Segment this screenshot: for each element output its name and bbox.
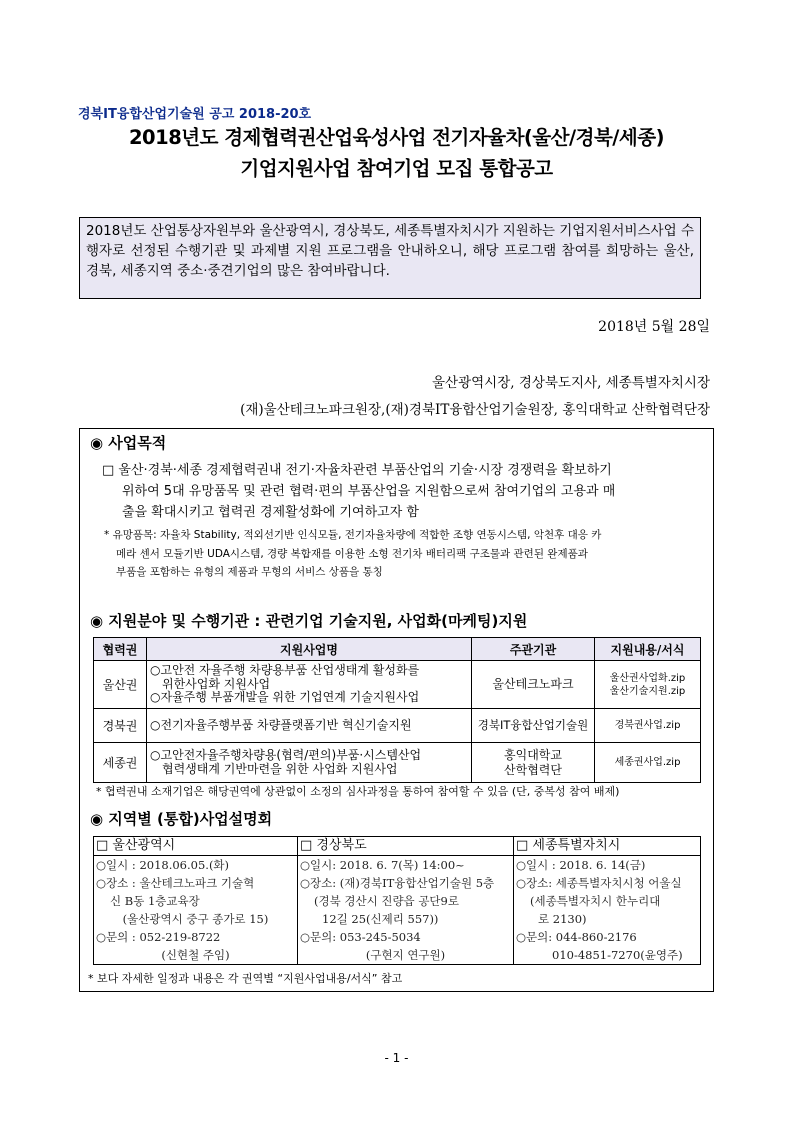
program-name: ○자율주행 부품개발을 위한 기업연계 기술지원사업 — [150, 690, 420, 705]
agency-cell — [472, 743, 595, 783]
briefing-note: * 보다 자세한 일정과 내용은 각 권역별 “지원사업내용/서식” 참고 — [88, 972, 403, 985]
briefing-place-cont: 신 B동 1층교육장 — [110, 894, 200, 908]
forms-cell[interactable] — [595, 661, 701, 709]
program-name: ○고안전자율주행차량용(협력/편의)부품·시스템산업 — [150, 748, 422, 762]
briefing-header-row — [94, 837, 701, 856]
issuer-line2: (재)울산테크노파크원장,(재)경북IT융합산업기술원장, 홍익대학교 산학협력단장 — [240, 402, 710, 418]
briefing-person: (신현철 주임) — [161, 948, 230, 962]
briefing-address: (울산광역시 중구 종가로 15) — [122, 912, 269, 926]
column-header: 지원사업명 — [147, 638, 472, 661]
briefing-contact: ○문의: 053-245-5034 — [300, 930, 421, 944]
purpose-line: □ 울산·경북·세종 경제협력권내 전기·자율차관련 부품산업의 기술·시장 경쟁력을 확보하기 — [102, 463, 612, 478]
briefing-ulsan — [94, 856, 298, 965]
main-content-box — [79, 428, 714, 992]
briefing-place-cont: (경북 경산시 진량읍 공단9로 — [314, 894, 459, 908]
briefing-date: ○일시: 2018. 6. 7(목) 14:00~ — [300, 858, 465, 872]
agency-cell: 울산테크노파크 — [472, 661, 595, 709]
column-header: 지원내용/서식 — [595, 638, 701, 661]
page-number: - 1 - — [384, 1051, 409, 1065]
note-line: 메라 센서 모듈기반 UDA시스템, 경량 복합재를 이용한 소형 전기차 배터리팩 구조물과 관련된 완제품과 — [116, 547, 588, 560]
forms-cell[interactable] — [595, 743, 701, 783]
section-heading-briefing: ◉ 지역별 (통합)사업설명회 — [90, 810, 273, 828]
program-name-cont: 위한사업화 지원사업 — [162, 676, 271, 691]
table-header-row — [94, 638, 701, 661]
program-cell — [147, 661, 472, 709]
briefing-place: ○장소: (재)경북IT융합산업기술원 5층 — [300, 876, 495, 890]
note-line: * 유망품목: 자율차 Stability, 적외선기반 인식모듈, 전기자율차량에 적합한 조향 연동시스템, 악천후 대응 카 — [104, 529, 602, 541]
page-title-line1: 2018년도 경제협력권산업육성사업 전기자율차(울산/경북/세종) — [128, 126, 664, 149]
briefing-place: ○장소 : 울산테크노파크 기술혁 — [96, 876, 255, 890]
purpose-line: 출을 확대시키고 협력권 경제활성화에 기여하고자 함 — [122, 505, 419, 520]
briefing-contact: ○문의 : 052-219-8722 — [96, 930, 221, 944]
briefing-contact: ○문의: 044-860-2176 — [516, 930, 637, 944]
table-row — [94, 743, 701, 783]
support-note: * 협력권내 소재기업은 해당권역에 상관없이 소정의 심사과정을 통하여 참여할 수 있음 (단, 중복성 참여 배제) — [96, 785, 620, 798]
purpose-line: 위하여 5대 유망품목 및 관련 협력·편의 부품산업을 지원함으로써 참여기업의 고용과 매 — [122, 484, 616, 499]
notice-number: 경북IT융합산업기술원 공고 2018-20호 — [78, 107, 312, 122]
briefing-region-title: □ 세종특별자치시 — [514, 837, 701, 856]
page-title-line2: 기업지원사업 참여기업 모집 통합공고 — [240, 157, 553, 180]
table-row — [94, 709, 701, 743]
column-header: 협력권 — [94, 638, 147, 661]
briefing-address: 로 2130) — [538, 912, 587, 926]
region-cell: 세종권 — [94, 743, 147, 783]
note-line: 부품을 포함하는 유형의 제품과 무형의 서비스 상품을 통칭 — [116, 566, 383, 578]
briefing-place: ○장소: 세종특별자치시청 어울실 — [516, 876, 682, 890]
program-name: ○전기자율주행부품 차량플랫폼기반 혁신기술지원 — [150, 717, 412, 732]
form-file-link[interactable]: 경북권사업.zip — [614, 720, 681, 731]
column-header: 주관기관 — [472, 638, 595, 661]
briefing-contact-mobile: 010-4851-7270(윤영주) — [552, 948, 683, 962]
support-table — [93, 637, 701, 783]
briefing-gyeongbuk — [298, 856, 514, 965]
section-heading-support: ◉ 지원분야 및 수행기관 : 관련기업 기술지원, 사업화(마케팅)지원 — [90, 612, 528, 630]
agency-name: 산학협력단 — [504, 762, 562, 777]
announcement-date: 2018년 5월 28일 — [598, 319, 710, 335]
program-name-cont: 협력생태계 기반마련을 위한 사업화 지원사업 — [162, 761, 398, 776]
agency-cell: 경북IT융합산업기술원 — [472, 709, 595, 743]
region-cell: 울산권 — [94, 661, 147, 709]
briefing-detail-row — [94, 856, 701, 965]
briefing-sejong — [514, 856, 701, 965]
briefing-place-cont: (세종특별자치시 한누리대 — [530, 894, 661, 908]
program-cell — [147, 743, 472, 783]
briefing-table — [93, 836, 701, 965]
promising-items-note — [104, 526, 704, 582]
briefing-person: (구현지 연구원) — [365, 948, 446, 962]
briefing-date: ○일시 : 2018.06.05.(화) — [96, 858, 230, 872]
region-cell: 경북권 — [94, 709, 147, 743]
briefing-address: 12길 25(신제리 557)) — [322, 912, 439, 926]
agency-name: 홍익대학교 — [504, 747, 562, 762]
form-file-link[interactable]: 울산기술지원.zip — [609, 685, 686, 697]
briefing-region-title: □ 울산광역시 — [94, 837, 298, 856]
form-file-link[interactable]: 세종권사업.zip — [614, 757, 681, 768]
forms-cell[interactable] — [595, 709, 701, 743]
issuer-line1: 울산광역시장, 경상북도지사, 세종특별자치시장 — [432, 375, 710, 391]
program-name: ○고안전 자율주행 차량용부품 산업생태계 활성화를 — [150, 663, 420, 678]
briefing-date: ○일시 : 2018. 6. 14(금) — [516, 858, 646, 872]
briefing-region-title: □ 경상북도 — [298, 837, 514, 856]
section-heading-purpose: ◉ 사업목적 — [90, 434, 167, 452]
intro-box: 2018년도 산업통상자원부와 울산광역시, 경상북도, 세종특별자치시가 지원하는 기업지원서비스사업 수행자로 선정된 수행기관 및 과제별 지원 프로그램을 안내하오니, 해당 프로그램 참여를 희망하는 울산, 경북, 세종지역 중소·중견기업의 많은 참여바랍니다. — [79, 217, 701, 299]
purpose-text — [102, 460, 702, 523]
form-file-link[interactable]: 울산권사업화.zip — [609, 672, 686, 684]
table-row — [94, 661, 701, 709]
program-cell — [147, 709, 472, 743]
